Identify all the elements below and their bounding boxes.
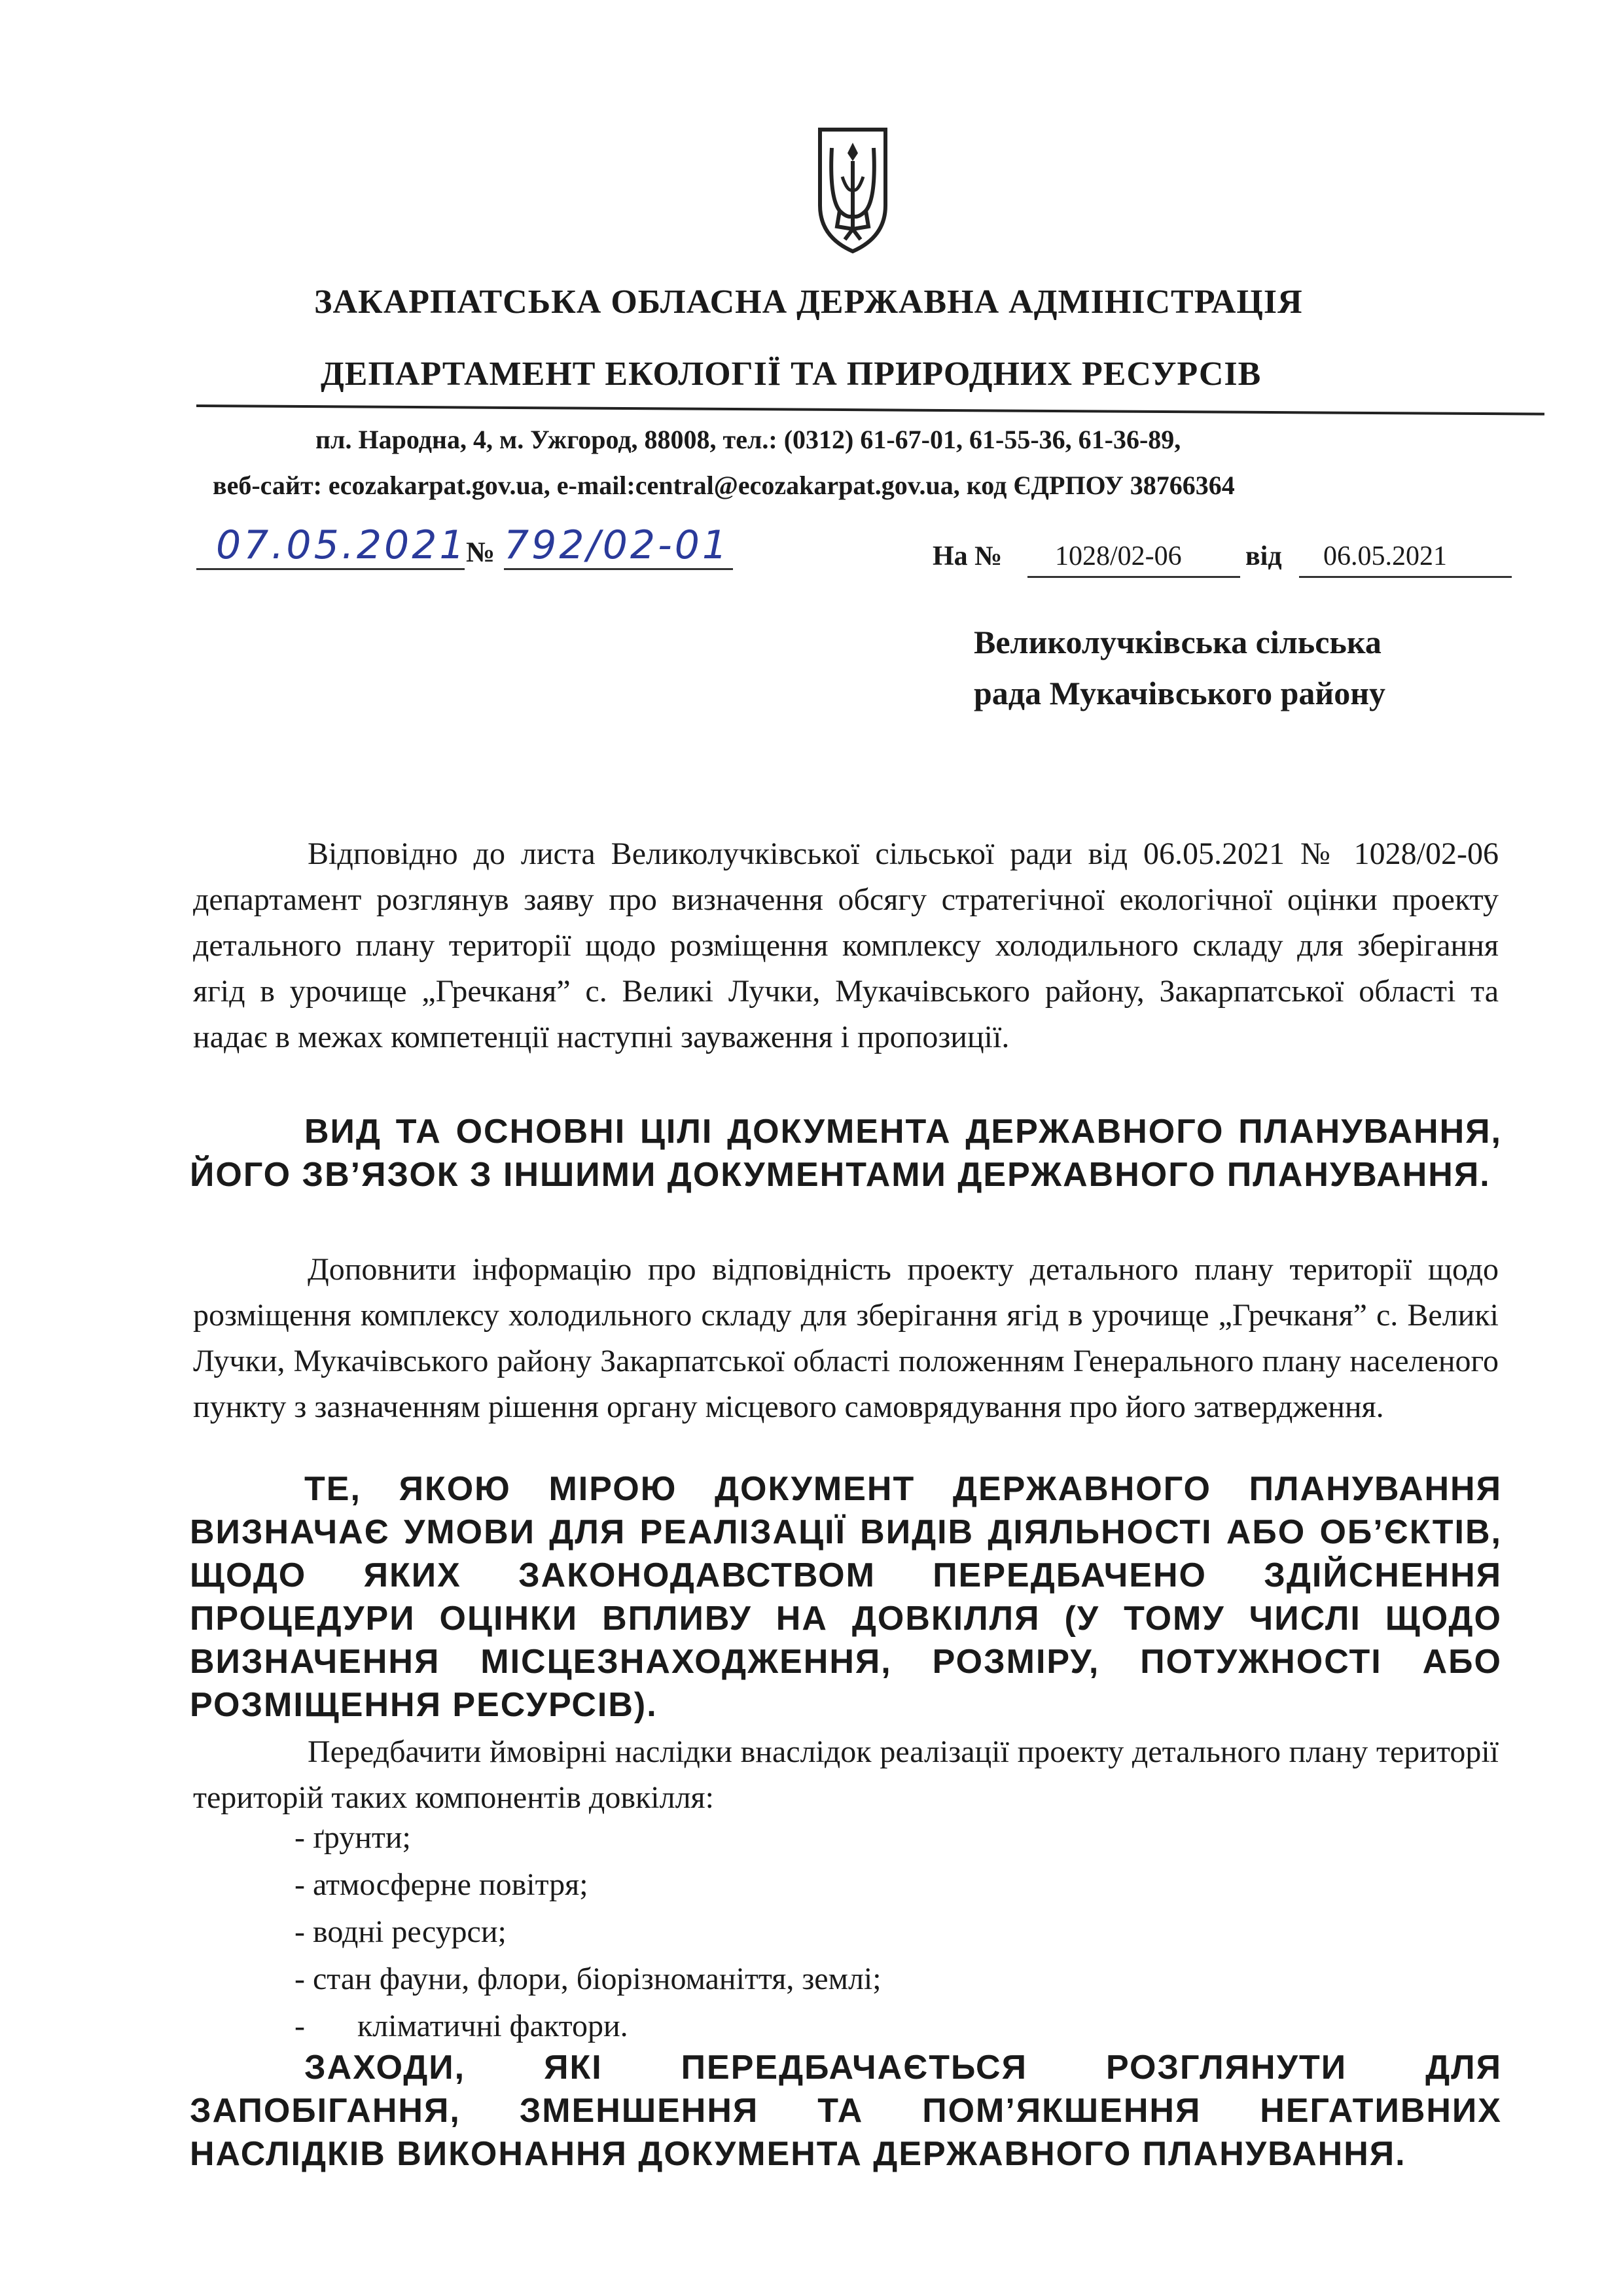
list-dash: -: [294, 2009, 305, 2043]
reference-from-label: від: [1245, 541, 1282, 571]
contact-web-email: веб-сайт: ecozakarpat.gov.ua, e-mail:central@ecozakarpat.gov.ua, код ЄДРПОУ 38766364: [213, 471, 1235, 500]
reference-date: 06.05.2021: [1323, 541, 1447, 571]
list-item: - стан фауни, флори, біорізноманіття, землі;: [294, 1962, 882, 1996]
section-heading-document-type: ВИД ТА ОСНОВНІ ЦІЛІ ДОКУМЕНТА ДЕРЖАВНОГО ПЛАНУВАННЯ, ЙОГО ЗВ’ЯЗОК З ІНШИМИ ДОКУМЕНТАМИ ДЕРЖАВНОГО ПЛАНУВАННЯ.: [190, 1113, 1502, 1194]
trident-coat-of-arms-icon: [813, 124, 892, 255]
addressee-line-1: Великолучківська сільська: [974, 624, 1382, 660]
reference-date-underline: [1299, 576, 1512, 578]
reference-label: На №: [933, 541, 1003, 571]
header-divider: [196, 404, 1544, 416]
list-item: - атмосферне повітря;: [294, 1867, 588, 1902]
outgoing-number: 792/02-01: [504, 522, 730, 568]
organization-name: ЗАКАРПАТСЬКА ОБЛАСНА ДЕРЖАВНА АДМІНІСТРАЦІЯ: [314, 283, 1303, 321]
section-heading-mitigation-measures: ЗАХОДИ, ЯКІ ПЕРЕДБАЧАЄТЬСЯ РОЗГЛЯНУТИ ДЛЯ ЗАПОБІГАННЯ, ЗМЕНШЕННЯ ТА ПОМ’ЯКШЕННЯ НЕГАТИВНИХ НАСЛІДКІВ ВИКОНАННЯ ДОКУМЕНТА ДЕРЖАВНОГО ПЛАНУВАННЯ.: [190, 2049, 1502, 2173]
section-paragraph-document-type: Доповнити інформацію про відповідність проекту детального плану території щодо розміщення комплексу холодильного складу для зберігання ягід в урочище „Гречканя” с. Великі Лучки, Мукачівського району Закарпатської області положенням Генерального плану населеного пункту з зазначенням рішення органу місцевого самоврядування про його затвердження.: [193, 1252, 1499, 1424]
outgoing-number-sign: №: [466, 536, 495, 568]
reference-number: 1028/02-06: [1055, 541, 1182, 571]
contact-address: пл. Народна, 4, м. Ужгород, 88008, тел.: (0312) 61-67-01, 61-55-36, 61-36-89,: [315, 425, 1181, 454]
list-item: [294, 2003, 882, 2050]
outgoing-date-underline: [196, 568, 465, 570]
outgoing-number-underline: [504, 568, 733, 570]
list-item: - водні ресурси;: [294, 1914, 507, 1949]
list-item: - ґрунти;: [294, 1820, 411, 1855]
section-heading-activity-conditions: ТЕ, ЯКОЮ МІРОЮ ДОКУМЕНТ ДЕРЖАВНОГО ПЛАНУВАННЯ ВИЗНАЧАЄ УМОВИ ДЛЯ РЕАЛІЗАЦІЇ ВИДІВ ДІЯЛЬНОСТІ АБО ОБ’ЄКТІВ, ЩОДО ЯКИХ ЗАКОНОДАВСТВОМ ПЕРЕДБАЧЕНО ЗДІЙСНЕННЯ ПРОЦЕДУРИ ОЦІНКИ ВПЛИВУ НА ДОВКІЛЛЯ (У ТОМУ ЧИСЛІ ЩОДО ВИЗНАЧЕННЯ МІСЦЕЗНАХОДЖЕННЯ, РОЗМІРУ, ПОТУЖНОСТІ АБО РОЗМІЩЕННЯ РЕСУРСІВ).: [190, 1470, 1502, 1724]
intro-paragraph: Відповідно до листа Великолучківської сільської ради від 06.05.2021 № 1028/02-06 департамент розглянув заяву про визначення обсягу стратегічної екологічної оцінки проекту детального плану території щодо розміщення комплексу холодильного складу для зберігання ягід в урочище „Гречканя” с. Великі Лучки, Мукачівського району, Закарпатської області та надає в межах компетенції наступні зауваження і пропозиції.: [193, 836, 1499, 1054]
outgoing-date: 07.05.2021: [216, 522, 467, 568]
reference-number-underline: [1027, 576, 1240, 578]
section-paragraph-activity-conditions: Передбачити ймовірні наслідки внаслідок реалізації проекту детального плану території територій таких компонентів довкілля:: [193, 1734, 1499, 1815]
department-name: ДЕПАРТАМЕНТ ЕКОЛОГІЇ ТА ПРИРОДНИХ РЕСУРСІВ: [321, 355, 1262, 393]
list-item-text: кліматичні фактори.: [357, 2009, 628, 2043]
addressee-line-2: рада Мукачівського району: [974, 675, 1386, 711]
environment-components-list: [294, 1814, 882, 2050]
